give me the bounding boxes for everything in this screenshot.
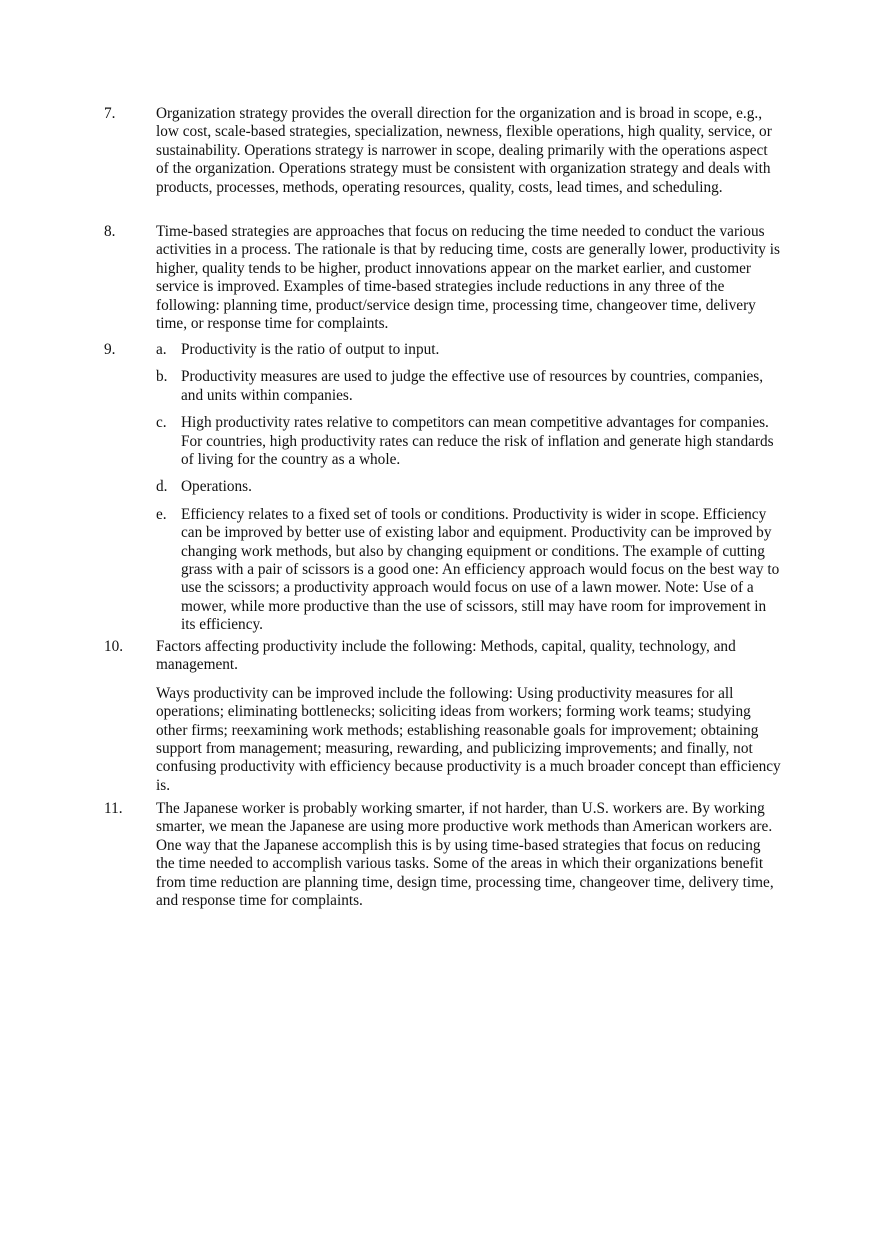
item-number: 8.: [104, 223, 116, 240]
sub-item-text: Operations.: [181, 478, 252, 496]
item-body: [156, 223, 781, 333]
sub-item-text: High productivity rates relative to competitors can mean competitive advantages for companies. For countries, high productivity rates can reduce the risk of inflation and generate high standards of living for the country as a whole.: [181, 414, 774, 469]
answer-item-9: [104, 341, 784, 644]
answer-item-7: [104, 105, 784, 197]
item-number: 9.: [104, 341, 116, 358]
sub-item-letter: a.: [156, 341, 167, 358]
sub-item-c: [156, 414, 781, 469]
answer-item-11: [104, 800, 784, 910]
answer-item-10: [104, 638, 784, 795]
sub-item-letter: d.: [156, 478, 168, 496]
item-body: [156, 638, 781, 795]
sub-item-a: [156, 341, 781, 359]
sub-item-d: [156, 478, 781, 496]
item-body: [156, 105, 781, 197]
item-number: 11.: [104, 800, 123, 817]
item-paragraph: Organization strategy provides the overall direction for the organization and is broad in scope, e.g., low cost, scale-based strategies, specialization, newness, flexible operations, high quality, service, or sustainability. Operations strategy is narrower in scope, dealing primarily with the operations aspect of the organization. Operations strategy must be consistent with organization strategy and deals with products, processes, methods, operating resources, quality, costs, lead times, and scheduling.: [156, 105, 772, 196]
sub-item-letter: b.: [156, 368, 168, 386]
sub-item-text: Productivity measures are used to judge the effective use of resources by countries, companies, and units within companies.: [181, 368, 764, 404]
item-number: 7.: [104, 105, 116, 122]
answer-item-8: [104, 223, 784, 333]
item-number: 10.: [104, 638, 124, 655]
item-paragraph: Ways productivity can be improved include the following: Using productivity measures for all operations; eliminating bottlenecks; soliciting ideas from workers; forming work teams; studying other firms; reexamining work methods; establishing reasonable goals for improvement; obtaining support from management; measuring, rewarding, and publicizing improvements; and finally, not confusing productivity with efficiency because productivity is a much broader concept than efficiency is.: [156, 684, 781, 794]
item-paragraph: The Japanese worker is probably working smarter, if not harder, than U.S. workers are. By working smarter, we mean the Japanese are using more productive work methods than American workers are. One way that the Japanese accomplish this is by using time-based strategies that focus on reducing the time needed to accomplish various tasks. Some of the areas in which their organizations benefit from time reduction are planning time, design time, processing time, changeover time, delivery time, and response time for complaints.: [156, 800, 774, 910]
sub-item-text: Efficiency relates to a fixed set of tools or conditions. Productivity is wider in scope. Efficiency can be improved by better use of existing labor and equipment. Productivity can be improved by changing work methods, but also by changing equipment or conditions. The example of cutting grass with a pair of scissors is a good one: An efficiency approach would focus on the best way to use the scissors; a productivity approach would focus on use of a lawn mower. Note: Use of a mower, while more productive than the use of scissors, still may have room for improvement in its efficiency.: [181, 505, 780, 634]
sub-item-e: [156, 506, 781, 635]
sub-item-letter: e.: [156, 505, 167, 523]
item-paragraph: Factors affecting productivity include the following: Methods, capital, quality, technology, and management.: [156, 638, 736, 674]
item-paragraph: Time-based strategies are approaches that focus on reducing the time needed to conduct the various activities in a process. The rationale is that by reducing time, costs are generally lower, productivity is higher, quality tends to be higher, product innovations appear on the market earlier, and customer service is improved. Examples of time-based strategies include reductions in any three of the following: planning time, product/service design time, processing time, changeover time, delivery time, or response time for complaints.: [156, 223, 780, 333]
sub-item-letter: c.: [156, 414, 167, 432]
sub-item-b: [156, 368, 781, 405]
item-body: [156, 800, 781, 910]
sub-item-text: Productivity is the ratio of output to input.: [181, 341, 440, 358]
item-body: [156, 341, 781, 635]
